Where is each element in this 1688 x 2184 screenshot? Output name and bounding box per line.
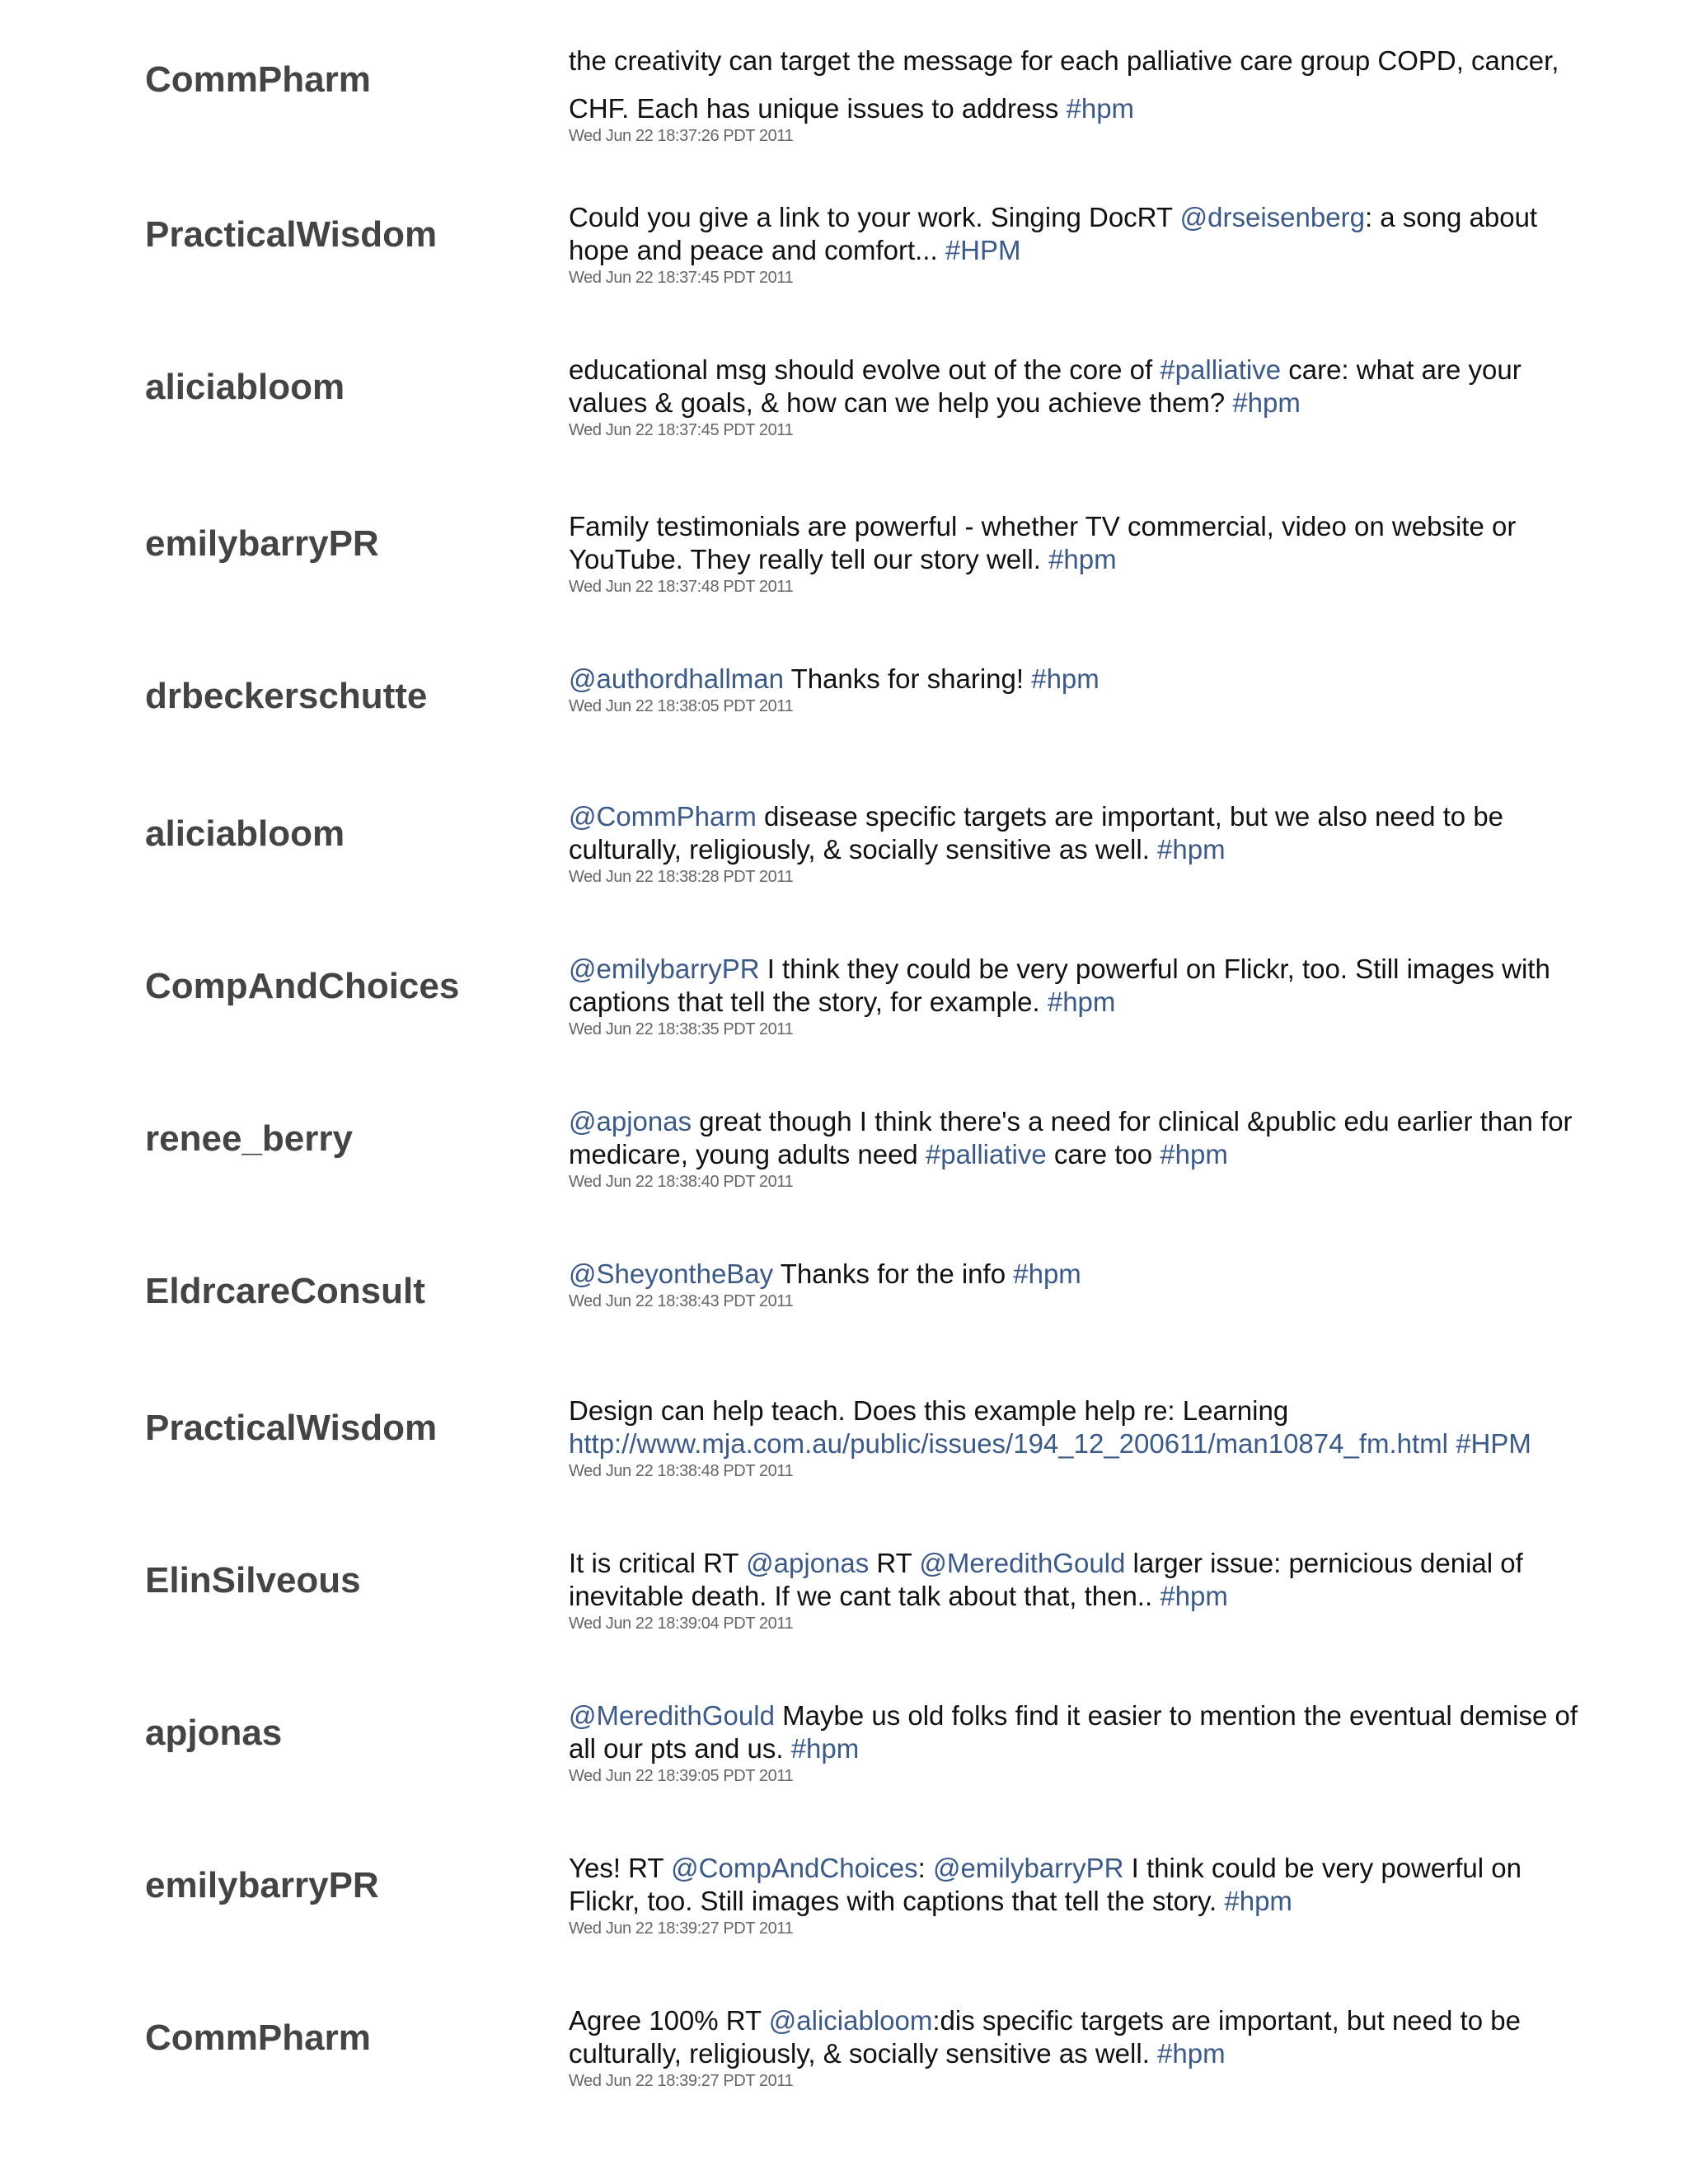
tweet-timestamp: Wed Jun 22 18:39:27 PDT 2011	[569, 2072, 794, 2090]
url-link[interactable]: http://www.mja.com.au/public/issues/194_12_200611/man10874_fm.html	[569, 1428, 1449, 1459]
tweet-text-segment: larger issue: pernicious denial of inevitable death. If we cant talk about that, then..	[569, 1548, 1523, 1611]
tweet-timestamp: Wed Jun 22 18:38:28 PDT 2011	[569, 868, 794, 886]
tweet-timestamp: Wed Jun 22 18:37:45 PDT 2011	[569, 269, 794, 287]
tweet-text	[569, 45, 1591, 147]
tweet-timestamp: Wed Jun 22 18:38:35 PDT 2011	[569, 1020, 794, 1038]
tweet-text	[569, 354, 1591, 441]
tweet-timestamp: Wed Jun 22 18:39:27 PDT 2011	[569, 1919, 794, 1938]
tweet-timestamp: Wed Jun 22 18:37:48 PDT 2011	[569, 578, 794, 596]
mention-link[interactable]: @emilybarryPR	[932, 1853, 1124, 1883]
tweet-text-segment: Family testimonials are powerful - whether TV commercial, video on website or YouTube. They really tell our story well.	[569, 511, 1517, 574]
hashtag-link[interactable]: #hpm	[790, 1733, 860, 1764]
hashtag-link[interactable]: #hpm	[1048, 544, 1117, 574]
mention-link[interactable]: @CompAndChoices	[671, 1853, 918, 1883]
tweet-username[interactable]: renee_berry	[145, 1118, 353, 1159]
tweet-text	[569, 1699, 1591, 1787]
mention-link[interactable]: @MeredithGould	[569, 1700, 775, 1731]
tweet-text	[569, 1547, 1591, 1634]
tweet-username[interactable]: PracticalWisdom	[145, 214, 438, 255]
mention-link[interactable]: @aliciabloom	[768, 2005, 933, 2036]
tweet-username[interactable]: drbeckerschutte	[145, 676, 428, 716]
tweet-text-segment: the creativity can target the message for each palliative care group COPD, cancer,	[569, 45, 1559, 76]
mention-link[interactable]: @SheyontheBay	[569, 1258, 774, 1289]
mention-link[interactable]: @CommPharm	[569, 801, 757, 832]
tweet-timestamp: Wed Jun 22 18:39:04 PDT 2011	[569, 1615, 794, 1633]
tweet-text	[569, 510, 1591, 598]
tweet-text	[569, 1258, 1591, 1312]
tweet-text-segment: disease specific targets are important, but we also need to be culturally, religiously, & socially sensitive as well.	[569, 801, 1504, 865]
tweet-timestamp: Wed Jun 22 18:39:05 PDT 2011	[569, 1767, 794, 1785]
mention-link[interactable]: @emilybarryPR	[569, 954, 760, 984]
hashtag-link[interactable]: #hpm	[1232, 387, 1301, 418]
tweet-text-segment	[1448, 1428, 1456, 1459]
tweet-text-segment: I think they could be very powerful on Flickr, too. Still images with captions that tell the story, for example.	[569, 954, 1550, 1017]
tweet-text	[569, 953, 1591, 1040]
tweet-username[interactable]: aliciabloom	[145, 367, 345, 407]
mention-link[interactable]: @authordhallman	[569, 663, 784, 694]
mention-link[interactable]: @apjonas	[569, 1106, 692, 1137]
hashtag-link[interactable]: #palliative	[925, 1139, 1047, 1169]
tweet-username[interactable]: emilybarryPR	[145, 1865, 379, 1905]
tweet-text-segment: care too	[1046, 1139, 1160, 1169]
tweet-timestamp: Wed Jun 22 18:37:45 PDT 2011	[569, 421, 794, 439]
tweet-text	[569, 663, 1591, 717]
tweet-timestamp: Wed Jun 22 18:38:40 PDT 2011	[569, 1173, 794, 1191]
tweet-text-segment: :	[917, 1853, 933, 1883]
tweet-text-segment: :dis specific targets are important, but need to be culturally, religiously, & socially sensitive as well.	[569, 2005, 1521, 2069]
hashtag-link[interactable]: #HPM	[945, 235, 1021, 265]
tweet-text-segment: Thanks for sharing!	[784, 663, 1032, 694]
tweet-text-segment: Thanks for the info	[773, 1258, 1014, 1289]
hashtag-link[interactable]: #hpm	[1157, 2038, 1226, 2069]
tweet-username[interactable]: ElinSilveous	[145, 1560, 361, 1601]
mention-link[interactable]: @MeredithGould	[919, 1548, 1126, 1578]
hashtag-link[interactable]: #hpm	[1031, 663, 1100, 694]
tweet-username[interactable]: EldrcareConsult	[145, 1271, 425, 1311]
tweet-username[interactable]: CompAndChoices	[145, 966, 460, 1006]
tweet-timestamp: Wed Jun 22 18:38:48 PDT 2011	[569, 1462, 794, 1480]
tweet-timestamp: Wed Jun 22 18:37:26 PDT 2011	[569, 127, 794, 145]
tweet-text-segment: Maybe us old folks find it easier to mention the eventual demise of all our pts and us.	[569, 1700, 1578, 1764]
tweet-text-segment: Agree 100% RT	[569, 2005, 769, 2036]
tweet-username[interactable]: aliciabloom	[145, 813, 345, 854]
tweet-text-segment: Could you give a link to your work. Singing DocRT	[569, 202, 1180, 232]
tweet-username[interactable]: apjonas	[145, 1713, 283, 1753]
tweet-username[interactable]: emilybarryPR	[145, 523, 379, 564]
hashtag-link[interactable]: #hpm	[1013, 1258, 1081, 1289]
hashtag-link[interactable]: #hpm	[1066, 93, 1135, 124]
tweet-text	[569, 1105, 1591, 1193]
hashtag-link[interactable]: #hpm	[1224, 1886, 1292, 1916]
tweet-username[interactable]: CommPharm	[145, 59, 371, 100]
tweet-text-segment: I think could be very powerful on Flickr, too. Still images with captions that tell the story.	[569, 1853, 1522, 1916]
tweet-text-segment: RT	[869, 1548, 920, 1578]
hashtag-link[interactable]: #hpm	[1160, 1139, 1228, 1169]
tweet-text	[569, 1852, 1591, 1939]
tweet-username[interactable]: PracticalWisdom	[145, 1408, 438, 1448]
hashtag-link[interactable]: #HPM	[1456, 1428, 1531, 1459]
tweet-text	[569, 800, 1591, 888]
tweet-text-segment: great though I think there's a need for clinical &public edu earlier than for medicare, young adults need	[569, 1106, 1573, 1169]
tweet-text-segment: Yes! RT	[569, 1853, 672, 1883]
tweet-timestamp: Wed Jun 22 18:38:43 PDT 2011	[569, 1292, 794, 1310]
tweet-text	[569, 201, 1591, 288]
tweet-text-segment: : a song about hope and peace and comfort...	[569, 202, 1538, 265]
tweet-text-segment: educational msg should evolve out of the core of	[569, 354, 1160, 385]
tweet-text-segment: CHF. Each has unique issues to address	[569, 93, 1067, 124]
tweet-text	[569, 1394, 1591, 1482]
tweet-username[interactable]: CommPharm	[145, 2018, 371, 2058]
mention-link[interactable]: @drseisenberg	[1179, 202, 1365, 232]
tweet-text	[569, 2004, 1591, 2092]
mention-link[interactable]: @apjonas	[746, 1548, 870, 1578]
hashtag-link[interactable]: #palliative	[1160, 354, 1282, 385]
hashtag-link[interactable]: #hpm	[1047, 987, 1116, 1017]
hashtag-link[interactable]: #hpm	[1157, 834, 1226, 865]
hashtag-link[interactable]: #hpm	[1160, 1581, 1228, 1611]
tweet-text-segment: care: what are your values & goals, & how can we help you achieve them?	[569, 354, 1522, 418]
tweet-text-segment: Design can help teach. Does this example help re: Learning	[569, 1395, 1289, 1426]
tweet-timestamp: Wed Jun 22 18:38:05 PDT 2011	[569, 697, 794, 715]
tweet-text-segment: It is critical RT	[569, 1548, 747, 1578]
